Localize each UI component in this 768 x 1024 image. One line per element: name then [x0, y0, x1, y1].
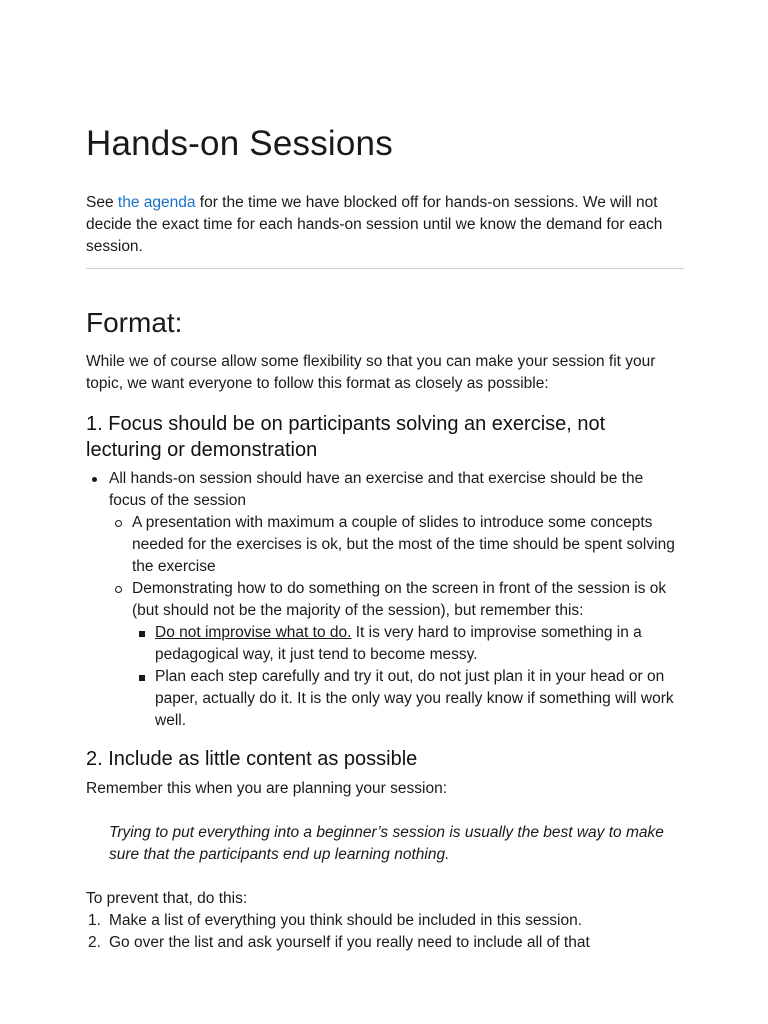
list-item-text: Demonstrating how to do something on the screen in front of the session is ok (but should not be the majority of the session), but remember this: [132, 580, 667, 619]
list-item [86, 578, 684, 622]
format-intro-paragraph: While we of course allow some flexibility so that you can make your session fit your topic, we want everyone to follow this format as closely as possible: [86, 353, 656, 392]
list-item-text [155, 622, 684, 666]
intro-suffix: for the time we have blocked off for hands-on sessions. We will not decide the exact time for each hands-on session until we know the demand for each session. [86, 194, 663, 255]
list-item [86, 512, 684, 578]
list-item [86, 622, 684, 666]
section1-list [86, 468, 684, 732]
quote-paragraph: Trying to put everything into a beginner’s session is usually the best way to make sure that the participants end up learning nothing. [109, 824, 664, 863]
list-item [86, 468, 684, 512]
bullet-disc-icon [92, 477, 97, 482]
format-heading: Format: [86, 307, 183, 338]
remember-paragraph: Remember this when you are planning your session: [86, 780, 447, 797]
list-item-rest: It is very hard to improvise something in a pedagogical way, it just tend to become messy. [155, 624, 642, 663]
prevent-paragraph: To prevent that, do this: [86, 890, 248, 907]
list-item-text: Make a list of everything you think should be included in this session. [109, 912, 583, 929]
list-item [86, 666, 684, 732]
section1-heading: 1. Focus should be on participants solving an exercise, not lecturing or demonstration [86, 413, 606, 461]
bullet-circle-icon [115, 586, 122, 593]
agenda-link[interactable]: the agenda [117, 194, 196, 211]
bullet-square-icon [139, 631, 145, 637]
list-item-number: 2. [88, 934, 101, 951]
list-item-text: Go over the list and ask yourself if you really need to include all of that [109, 934, 590, 951]
page-title: Hands-on Sessions [86, 124, 393, 163]
list-item-number: 1. [88, 912, 101, 929]
list-item-text: All hands-on session should have an exercise and that exercise should be the focus of the session [109, 470, 644, 509]
section2-heading: 2. Include as little content as possible [86, 748, 418, 770]
list-item-text: A presentation with maximum a couple of slides to introduce some concepts needed for the exercises is ok, but the most of the time should be spent solving the exercise [132, 514, 675, 575]
steps-list [86, 910, 684, 954]
list-item [86, 910, 684, 932]
intro-prefix: See [86, 194, 118, 211]
bullet-square-icon [139, 675, 145, 681]
section-divider [86, 268, 684, 269]
bullet-circle-icon [115, 520, 122, 527]
intro-paragraph [86, 192, 684, 258]
underlined-text: Do not improvise what to do. [155, 624, 352, 641]
list-item-text: Plan each step carefully and try it out, do not just plan it in your head or on paper, actually do it. It is the only way you really know if something will work well. [155, 668, 674, 729]
list-item [86, 932, 684, 954]
